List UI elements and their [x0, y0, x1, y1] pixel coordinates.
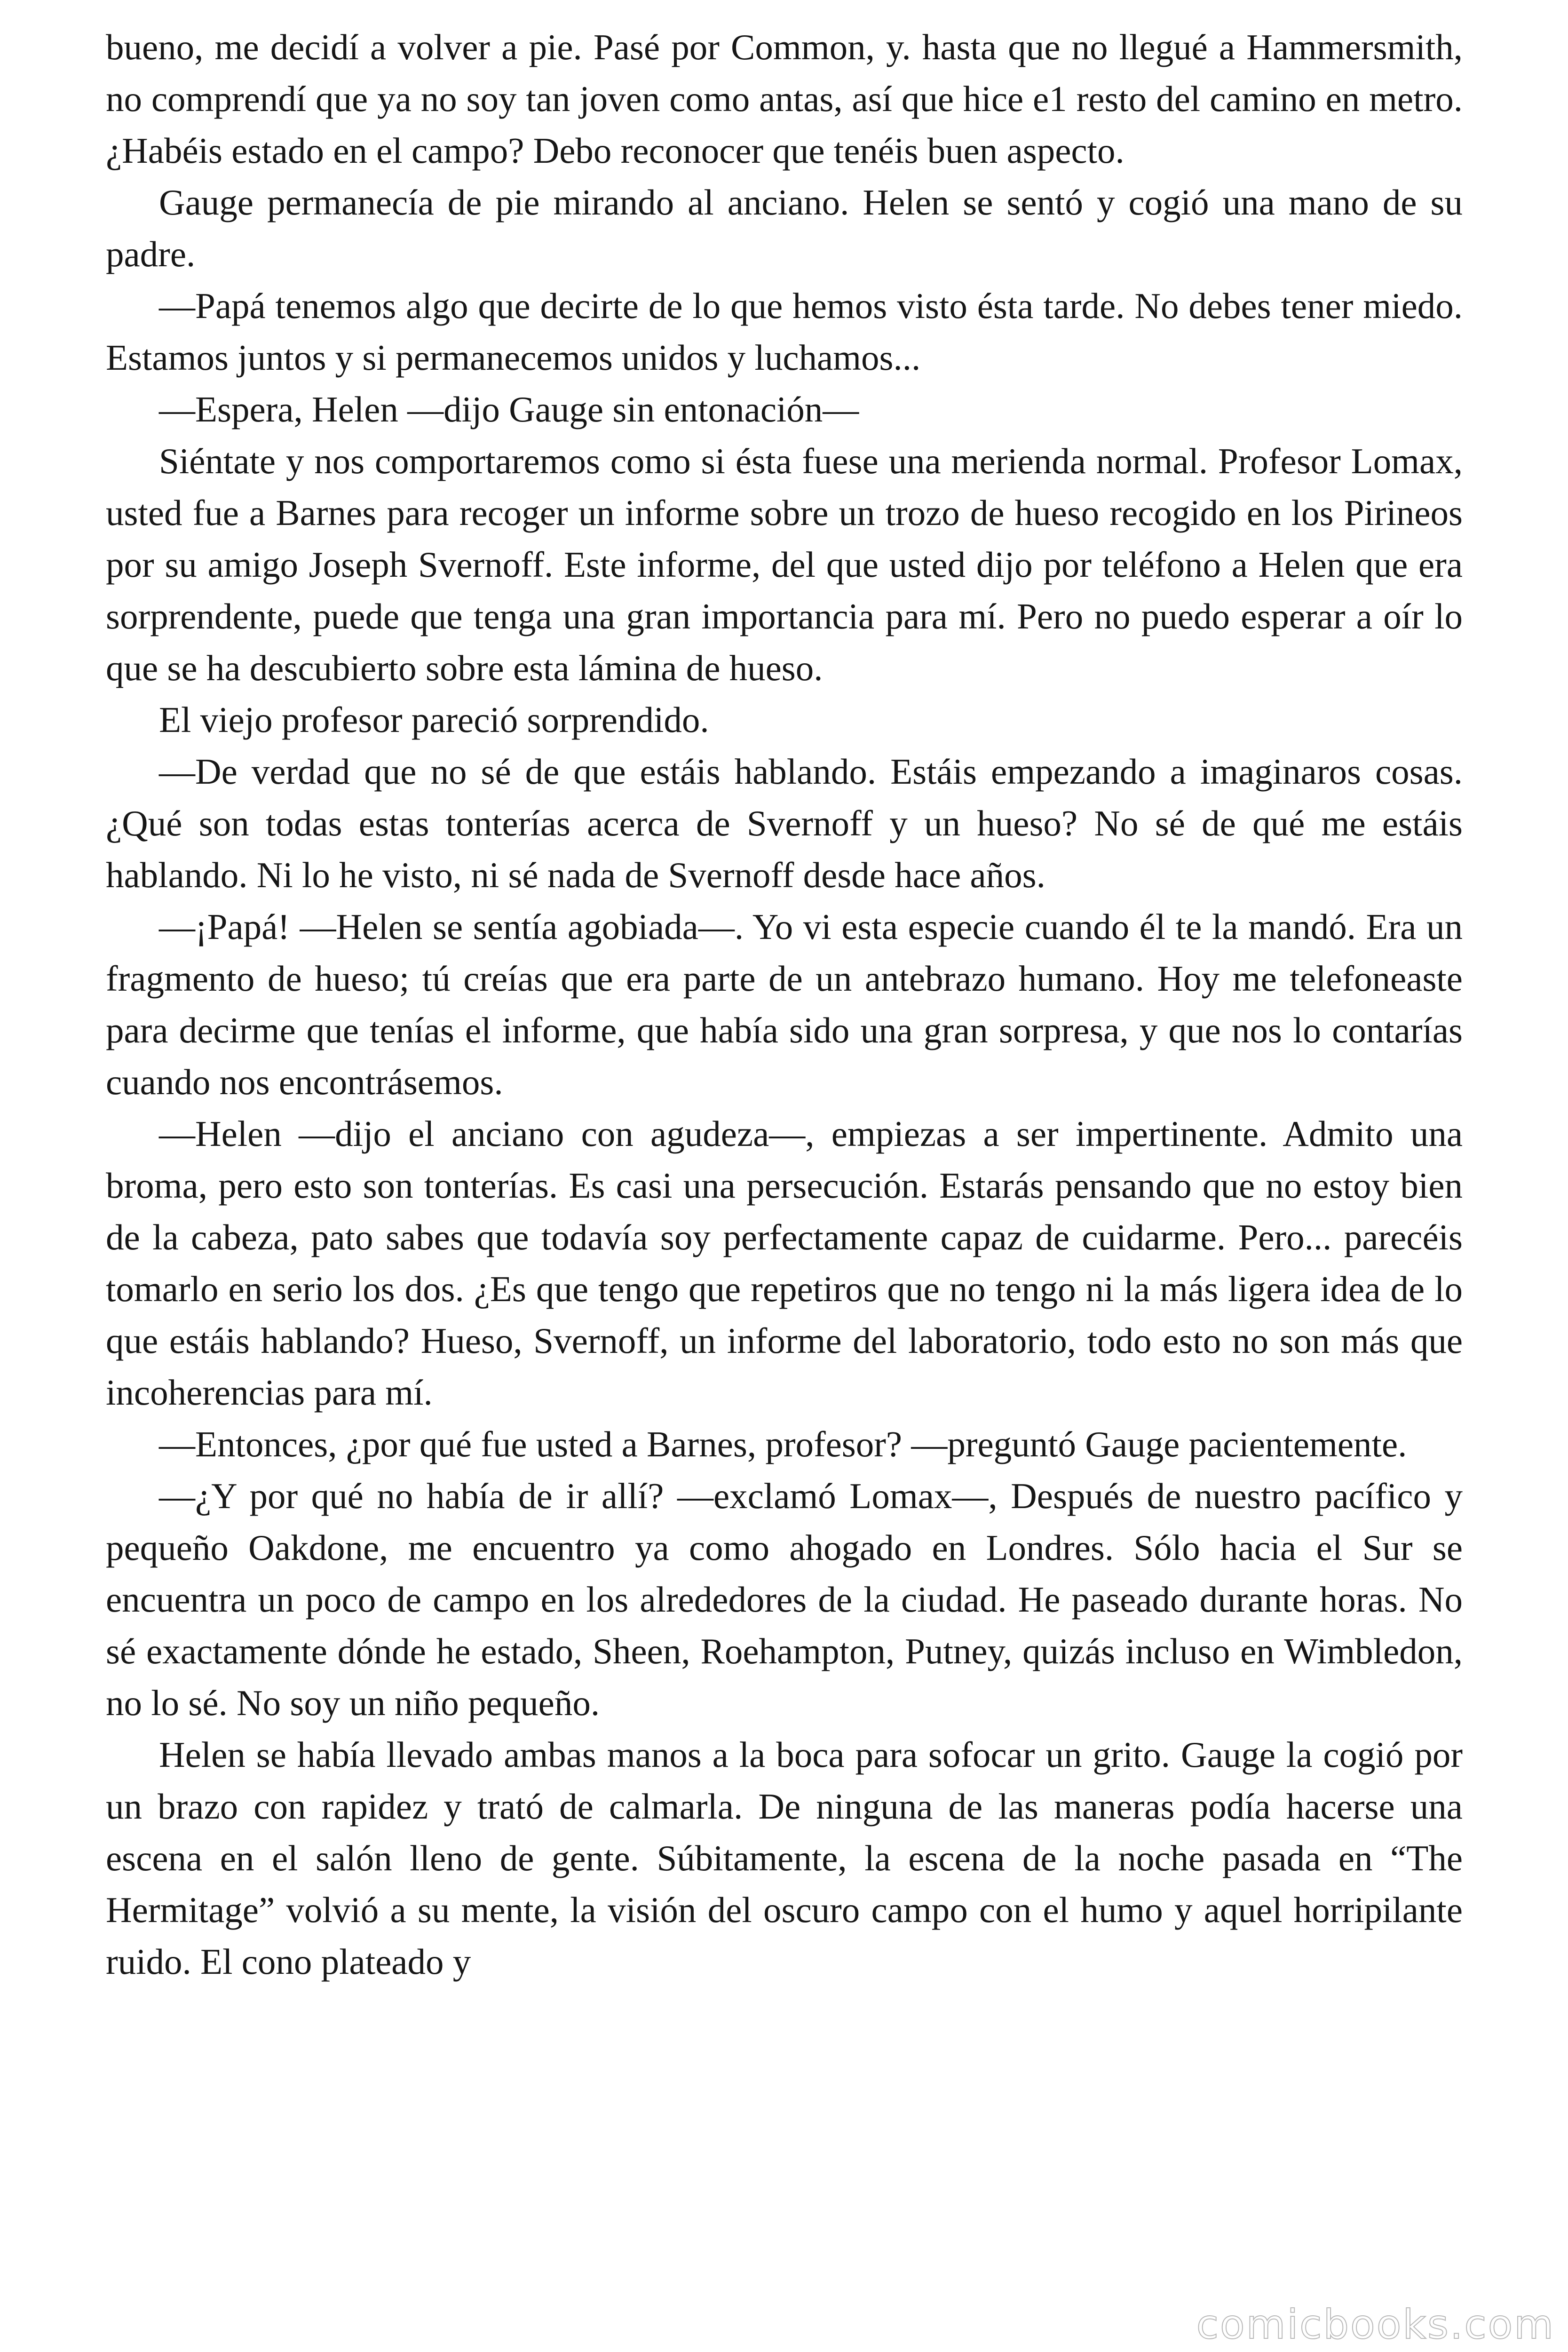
paragraph-dialogue: —Papá tenemos algo que decirte de lo que hemos visto ésta tarde. No debes tener miedo. Estamos juntos y si permanecemos unidos y luchamos... — [106, 286, 1463, 378]
paragraph-continuation: bueno, me decidí a volver a pie. Pasé por Common, y. hasta que no llegué a Hammersmith, no comprendí que ya no soy tan joven como antas, así que hice e1 resto del camino en metro. ¿Habéis estado en el campo? Debo reconocer que tenéis buen aspecto. — [106, 27, 1463, 171]
paragraph: Gauge permanecía de pie mirando al anciano. Helen se sentó y cogió una mano de su padre. — [106, 182, 1463, 274]
paragraph-dialogue: —¿Y por qué no había de ir allí? —exclamó Lomax—, Después de nuestro pacífico y pequeño Oakdone, me encuentro ya como ahogado en Londres. Sólo hacia el Sur se encuentra un poco de campo en los alrededores de la ciudad. He paseado durante horas. No sé exactamente dónde he estado, Sheen, Roehampton, Putney, quizás incluso en Wimbledon, no lo sé. No soy un niño pequeño. — [106, 1476, 1463, 1723]
paragraph-dialogue: —Helen —dijo el anciano con agudeza—, empiezas a ser impertinente. Admito una broma, pero esto son tonterías. Es casi una persecución. Estarás pensando que no estoy bien de la cabeza, pato sabes que todavía soy perfectamente capaz de cuidarme. Pero... parecéis tomarlo en serio los dos. ¿Es que tengo que repetiros que no tengo ni la más ligera idea de lo que estáis hablando? Hueso, Svernoff, un informe del laboratorio, todo esto no son más que incoherencias para mí. — [106, 1113, 1463, 1413]
paragraph: Siéntate y nos comportaremos como si ésta fuese una merienda normal. Profesor Lomax, usted fue a Barnes para recoger un informe sobre un trozo de hueso recogido en los Pirineos por su amigo Joseph Svernoff. Este informe, del que usted dijo por teléfono a Helen que era sorprendente, puede que tenga una gran importancia para mí. Pero no puedo esperar a oír lo que se ha descubierto sobre esta lámina de hueso. — [106, 441, 1463, 688]
paragraph: El viejo profesor pareció sorprendido. — [159, 699, 709, 740]
paragraph-dialogue: —Espera, Helen —dijo Gauge sin entonación— — [159, 389, 859, 429]
paragraph-dialogue: —Entonces, ¿por qué fue usted a Barnes, profesor? —preguntó Gauge pacientemente. — [159, 1424, 1407, 1464]
paragraph-dialogue: —De verdad que no sé de que estáis hablando. Estáis empezando a imaginaros cosas. ¿Qué son todas estas tonterías acerca de Svernoff y un hueso? No sé de qué me estáis hablando. Ni lo he visto, ni sé nada de Svernoff desde hace años. — [106, 751, 1463, 895]
watermark-logo: comicbooks.com — [1196, 2301, 1555, 2348]
paragraph: Helen se había llevado ambas manos a la boca para sofocar un grito. Gauge la cogió por un brazo con rapidez y trató de calmarla. De ninguna de las maneras podía hacerse una escena en el salón lleno de gente. Súbitamente, la escena de la noche pasada en “The Hermitage” volvió a su mente, la visión del oscuro campo con el humo y aquel horripilante ruido. El cono plateado y — [106, 1734, 1463, 1982]
book-page — [106, 21, 1463, 2340]
paragraph-dialogue: —¡Papá! —Helen se sentía agobiada—. Yo vi esta especie cuando él te la mandó. Era un fragmento de hueso; tú creías que era parte de un antebrazo humano. Hoy me telefoneaste para decirme que tenías el informe, que había sido una gran sorpresa, y que nos lo contarías cuando nos encontrásemos. — [106, 906, 1463, 1102]
